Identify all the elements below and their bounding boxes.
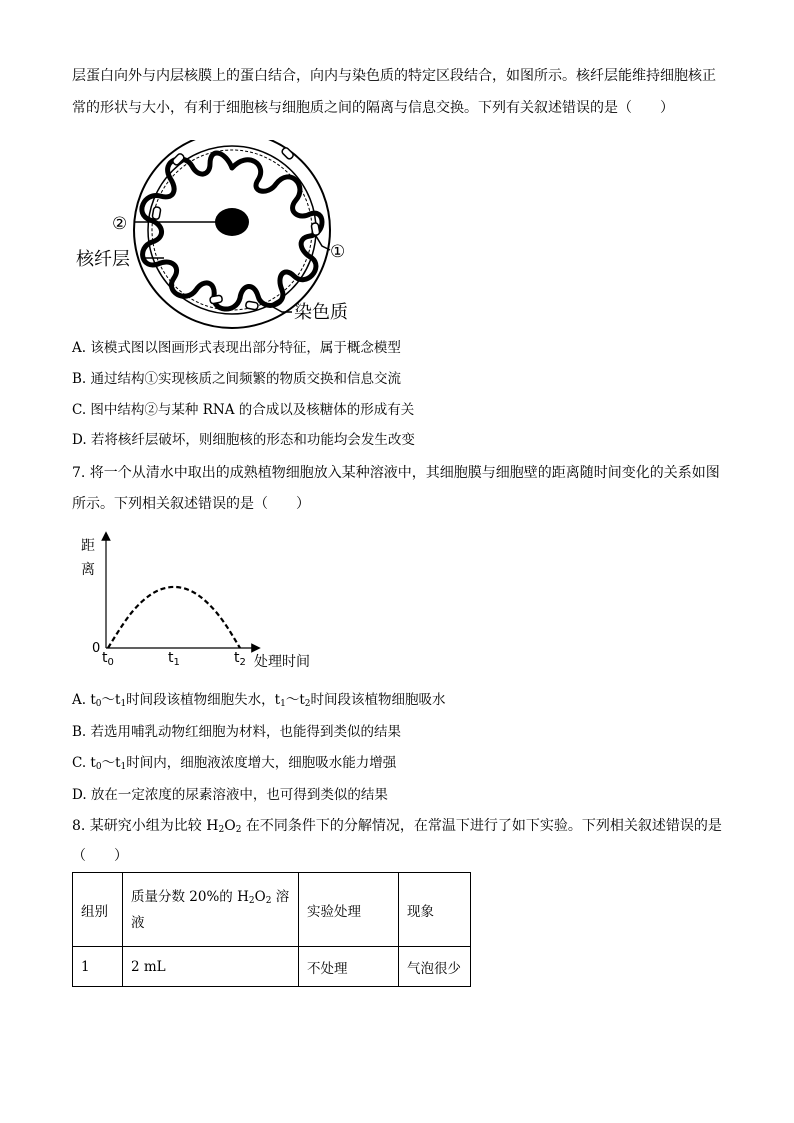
q7-stem-line1: 7. 将一个从清水中取出的成熟植物细胞放入某种溶液中，其细胞膜与细胞壁的距离随时间变化的关系如图 (72, 465, 720, 481)
q6-stem-line2: 常的形状与大小，有利于细胞核与细胞质之间的隔离与信息交换。下列有关叙述错误的是（ ） (72, 100, 674, 116)
header-phenomenon: 现象 (399, 873, 471, 947)
distance-time-chart (70, 530, 330, 675)
cell-phenomenon: 气泡很少 (399, 947, 471, 987)
label-lamina: 核纤层 (76, 249, 130, 270)
experiment-table (72, 872, 471, 987)
y-axis-label-char1: 距 (81, 538, 95, 554)
q6-option-b: B. 通过结构①实现核质之间频繁的物质交换和信息交流 (72, 371, 402, 387)
header-h2o2: 质量分数 20%的 $H_2O_2$ 溶 液 (123, 873, 299, 947)
label-1: ① (330, 242, 346, 262)
distance-curve (108, 587, 240, 648)
q6-option-d: D. 若将核纤层破坏，则细胞核的形态和功能均会发生改变 (72, 432, 415, 448)
cell-treatment: 不处理 (299, 947, 399, 987)
q6-option-c: C. 图中结构②与某种 RNA 的合成以及核糖体的形成有关 (72, 402, 415, 418)
q7-option-c: C. $t_0\sim t_1$时间内，细胞液浓度增大，细胞吸水能力增强 (72, 755, 397, 772)
y-axis-label-char2: 离 (81, 562, 95, 578)
header-group: 组别 (73, 873, 123, 947)
q7-option-a: A. $t_0\sim t_1$时间段该植物细胞失水，$t_1\sim t_2$时间段该植物细胞吸水 (72, 692, 446, 709)
q7-stem-line2: 所示。下列相关叙述错误的是（ ） (72, 496, 310, 512)
q7-option-b: B. 若选用哺乳动物红细胞为材料，也能得到类似的结果 (72, 724, 402, 740)
table-header-row (73, 873, 471, 947)
q8-stem-line2: （ ） (72, 848, 128, 864)
q8-stem-line1: 8. 某研究小组为比较 $H_2O_2$ 在不同条件下的分解情况，在常温下进行了如下实验。下列相关叙述错误的是 (72, 818, 722, 835)
x-tick-label: $t_2$ (234, 650, 246, 668)
cell-volume: 2 mL (123, 947, 299, 987)
origin-label: 0 (92, 641, 101, 656)
x-axis-label: 处理时间 (254, 654, 310, 670)
label-chromatin: 染色质 (294, 302, 348, 323)
q6-option-a: A. 该模式图以图画形式表现出部分特征，属于概念模型 (72, 340, 401, 356)
header-treatment: 实验处理 (299, 873, 399, 947)
cell-group: 1 (73, 947, 123, 987)
table-row (73, 947, 471, 987)
x-tick-label: $t_0$ (102, 650, 114, 668)
nucleus-diagram (70, 140, 380, 330)
q6-stem-line1: 层蛋白向外与内层核膜上的蛋白结合，向内与染色质的特定区段结合，如图所示。核纤层能维持细胞核正 (72, 68, 716, 84)
q7-option-d: D. 放在一定浓度的尿素溶液中，也可得到类似的结果 (72, 787, 388, 803)
nucleolus (215, 208, 249, 236)
x-tick-label: $t_1$ (168, 650, 180, 668)
label-2: ② (112, 214, 128, 234)
